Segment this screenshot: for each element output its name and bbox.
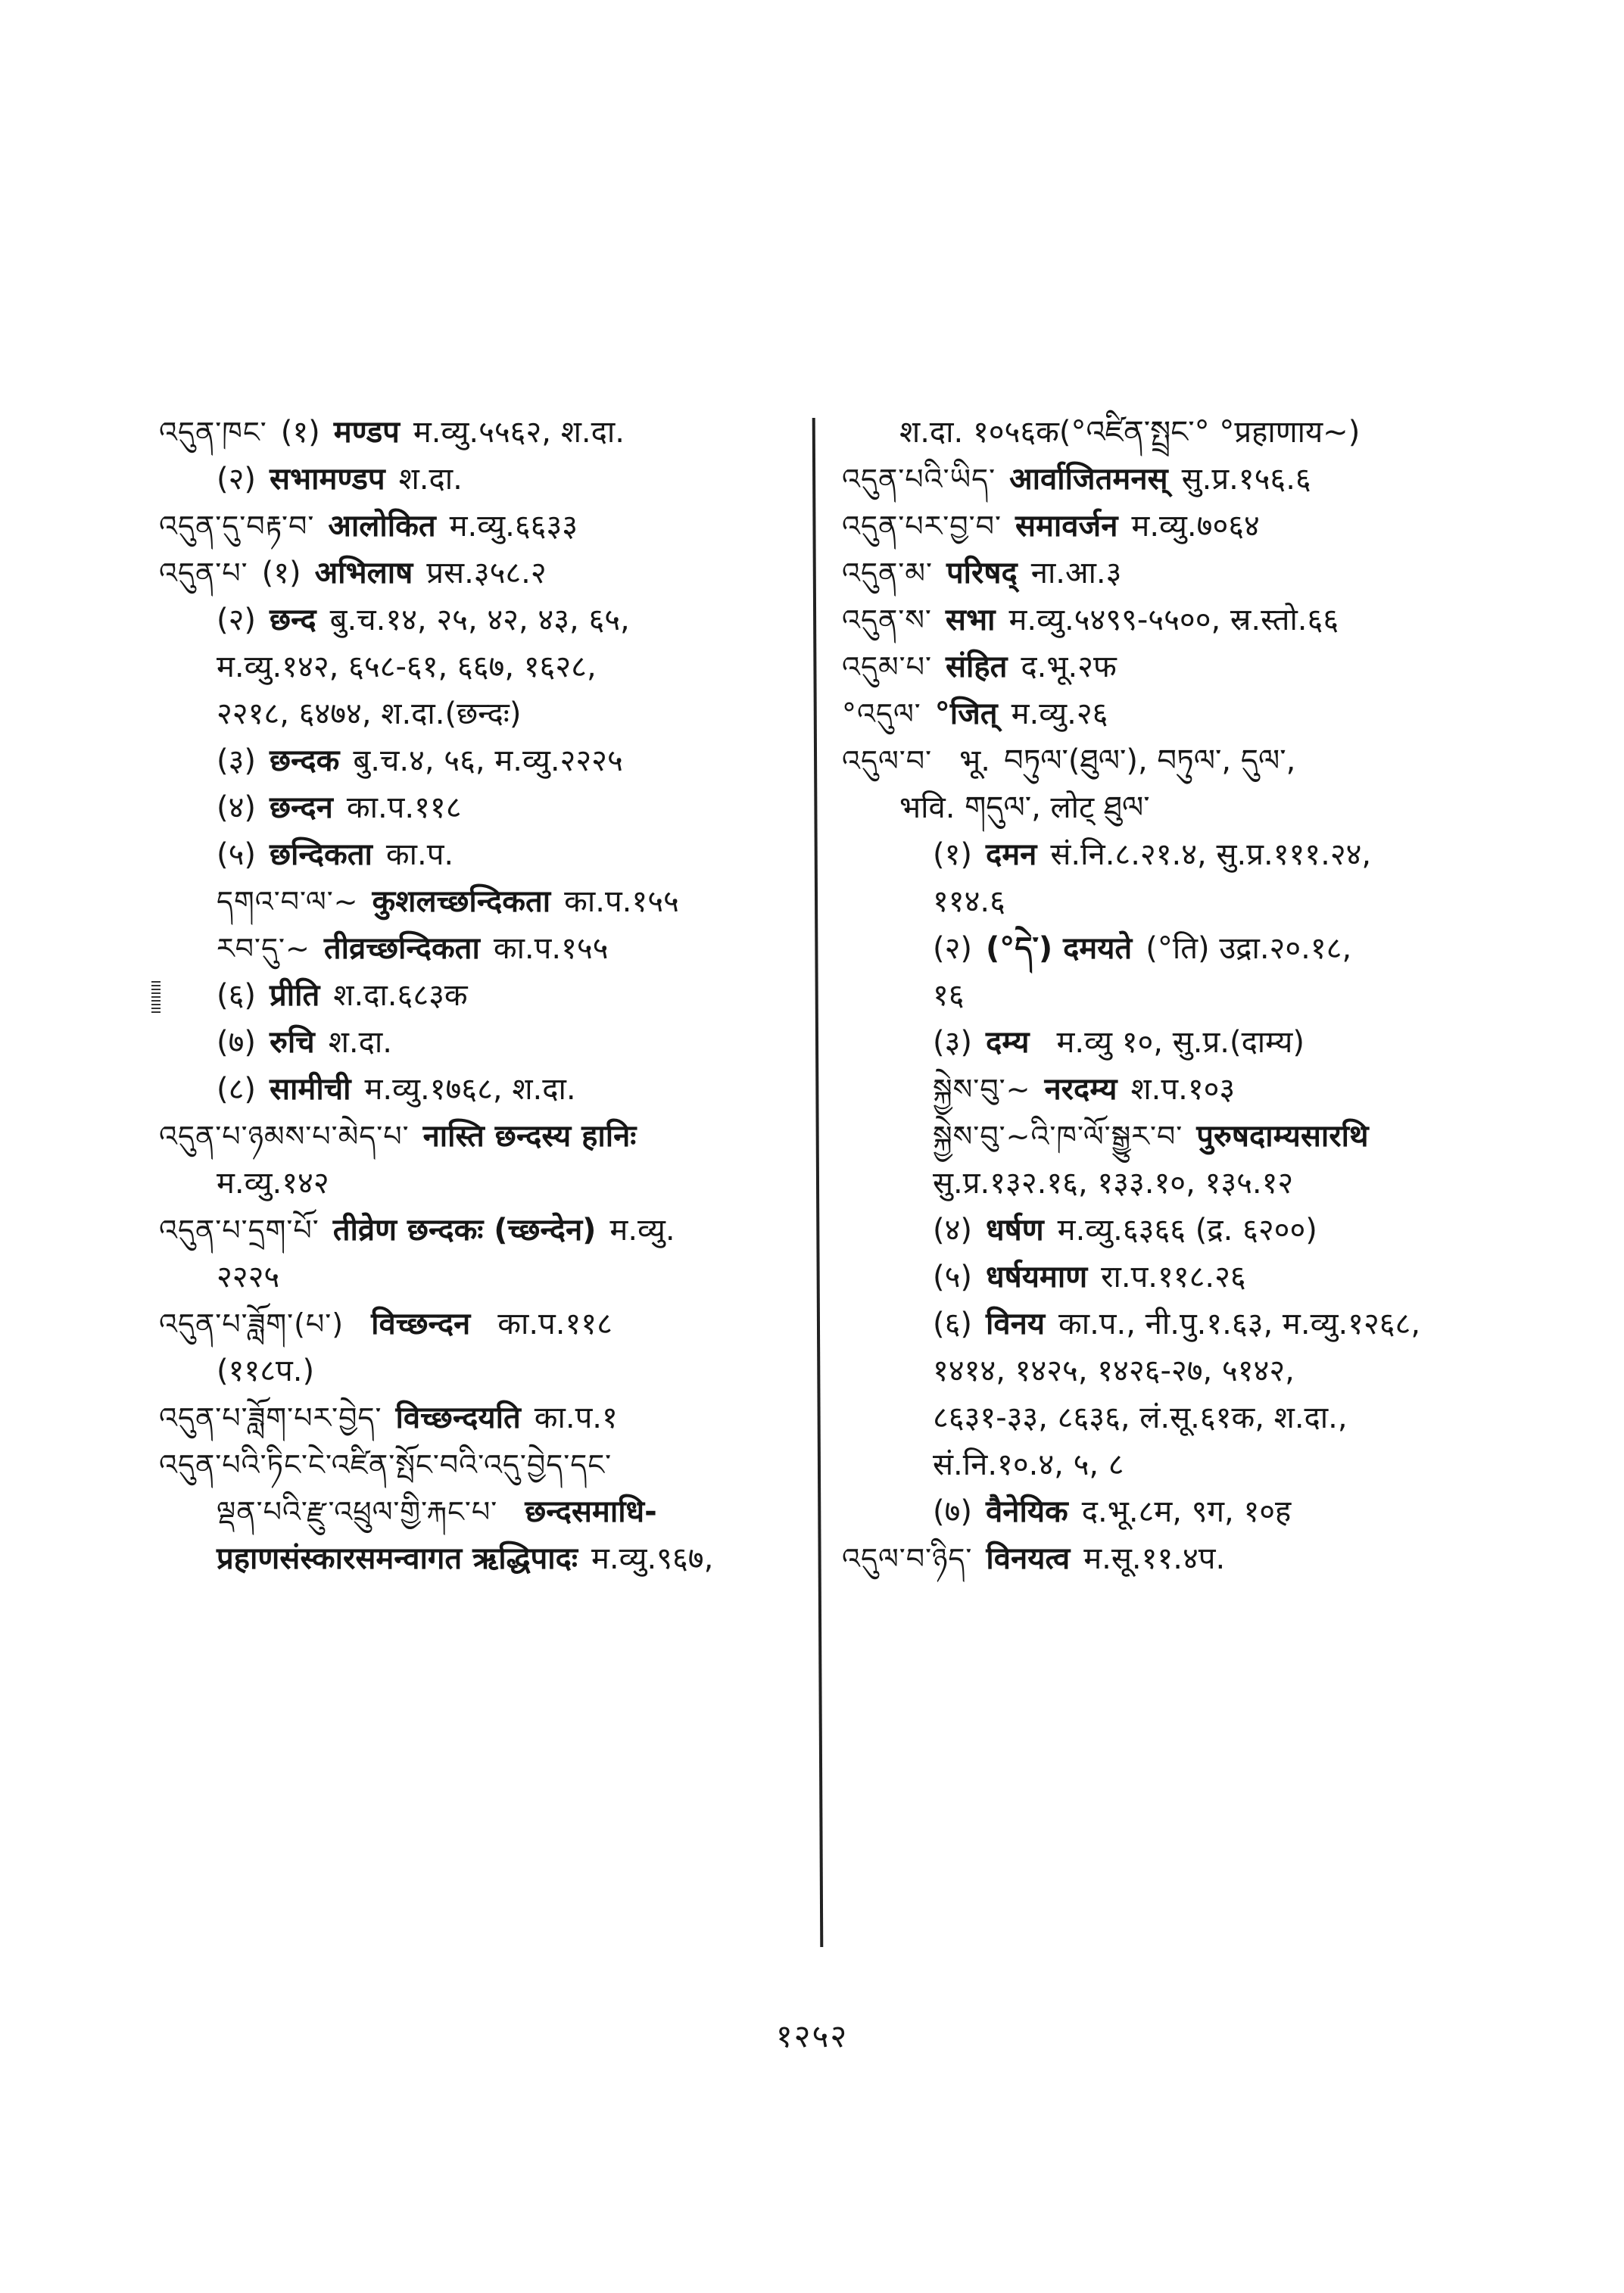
reference: श.दा. १०५६क(°འཛིན་སྤྲང་° °प्रहाणाय~) — [899, 415, 1361, 450]
tibetan-subentry: སྐྱེས་བུ་~ — [933, 1073, 1031, 1106]
sanskrit-equivalent: दम्य — [986, 1025, 1030, 1060]
sanskrit-equivalent: धर्षण — [986, 1213, 1044, 1248]
tibetan-subentry: སྐྱེས་བུ་~འི་ཁ་ལོ་སྒྱུར་བ་ — [933, 1120, 1183, 1153]
reference: २२२५ — [217, 1260, 280, 1294]
entry-line — [842, 925, 1478, 972]
entry-line — [159, 1066, 810, 1113]
continuation-line — [842, 409, 1478, 456]
sense-number: (३) — [933, 1025, 973, 1060]
entry-line — [159, 1019, 810, 1066]
entry-line — [159, 1301, 810, 1347]
tibetan-headword: འདུན་ཁང་ — [159, 416, 267, 449]
reference: का.प. — [385, 837, 454, 872]
tibetan-headword: འདུན་ས་ — [842, 603, 932, 637]
reference: का.प., नी.पु.१.६३, म.व्यु.१२६८, — [1058, 1307, 1421, 1341]
tibetan-headword: འདུན་པའི་ཏིང་ངེ་འཛིན་སྤོང་བའི་འདུ་བྱེད་དང་ — [159, 1448, 613, 1481]
tibetan-headword: °འདུལ་ — [842, 697, 921, 731]
entry-line — [159, 878, 810, 925]
reference: म.व्यु.७०६४ — [1131, 509, 1260, 544]
entry-line — [159, 972, 810, 1019]
reference: सं.नि.८.२१.४, सु.प्र.१११.२४, — [1050, 837, 1372, 872]
reference: (११८प.) — [217, 1354, 315, 1388]
reference: ८६३१-३३, ८६३६, लं.सू.६१क, श.दा., — [933, 1400, 1348, 1435]
entry-line — [842, 1019, 1478, 1066]
reference: १४१४, १४२५, १४२६-२७, ५१४२, — [933, 1354, 1295, 1388]
sanskrit-equivalent: विच्छन्दन — [371, 1307, 471, 1341]
entry-line — [842, 456, 1478, 503]
sanskrit-equivalent: अभिलाष — [314, 556, 413, 590]
sense-number: (१) — [933, 837, 973, 872]
sense-number: (५) — [933, 1260, 973, 1294]
tibetan-headword: འདུལ་བ་ཉིད་ — [842, 1542, 973, 1575]
tibetan-headword: འདུན་པའི་ཡིད་ — [842, 463, 996, 496]
sense-number: (७) — [933, 1494, 973, 1529]
entry-line — [159, 1394, 810, 1441]
entry-line — [842, 550, 1478, 597]
reference: म.व्यु.१७६८, श.दा. — [364, 1072, 576, 1107]
sense-number: (५) — [217, 837, 257, 872]
reference: का.प.१ — [534, 1400, 618, 1435]
sanskrit-equivalent: आलोकित — [328, 509, 436, 544]
entry-line — [842, 831, 1478, 878]
sanskrit-equivalent: छन्दिकता — [270, 837, 372, 872]
continuation-line — [842, 1441, 1478, 1488]
sanskrit-equivalent: संहित — [945, 650, 1008, 684]
sanskrit-equivalent: मण्डप — [333, 415, 400, 450]
verb-forms: བཏུལ་(ཐུལ་), བཏུལ་, དུལ་, — [1003, 743, 1296, 778]
continuation-line — [842, 972, 1478, 1019]
sense-number: (४) — [217, 790, 257, 825]
entry-line — [842, 597, 1478, 643]
sanskrit-equivalent: कुशलच्छन्दिकता — [372, 884, 551, 919]
reference: सु.प्र.१३२.१६, १३३.१०, १३५.१२ — [933, 1166, 1294, 1201]
reference: श.दा. — [398, 462, 463, 497]
entry-line — [159, 597, 810, 643]
sanskrit-equivalent: वैनेयिक — [986, 1494, 1068, 1529]
margin-mark — [151, 981, 161, 1014]
reference: बु.च.४, ५६, म.व्यु.२२२५ — [353, 743, 623, 778]
entry-line — [842, 1066, 1478, 1113]
entry-line — [159, 1441, 810, 1488]
tibetan-headword: འདུན་དུ་བརྟ་བ་ — [159, 509, 315, 543]
tibetan-headword: འདུལ་བ་ — [842, 744, 933, 777]
entry-line — [159, 409, 810, 456]
reference: का.प.११८ — [497, 1307, 613, 1341]
entry-line — [842, 1207, 1478, 1254]
reference: का.प.१५५ — [493, 931, 609, 966]
entry-line — [842, 1535, 1478, 1582]
sanskrit-equivalent: आर्वाजितमनस् — [1009, 462, 1168, 497]
reference: ना.आ.३ — [1030, 556, 1122, 590]
sanskrit-equivalent: (°དེ་) दमयते — [986, 931, 1133, 966]
tibetan-headword: འདུན་པ་ — [159, 556, 248, 590]
sanskrit-equivalent: विनयत्व — [986, 1541, 1071, 1576]
reference: म.व्यु.६३६६ (द्र. ६२००) — [1057, 1213, 1317, 1248]
sense-number: (२) — [933, 931, 973, 966]
sanskrit-equivalent: नरदम्य — [1044, 1072, 1117, 1107]
entry-line — [159, 503, 810, 550]
grammar-label: भू. — [959, 743, 990, 778]
entry-line — [159, 784, 810, 831]
tibetan-headword: འདུན་པ་ཟློག་པར་བྱེད་ — [159, 1401, 382, 1435]
sense-number: (१) — [280, 415, 320, 450]
continuation-line — [842, 1160, 1478, 1207]
reference: म.व्यु.९६७, — [591, 1541, 714, 1576]
reference: द.भू.२फ — [1021, 650, 1117, 684]
reference: का.प.१५५ — [564, 884, 679, 919]
entry-line — [842, 643, 1478, 690]
entry-line — [842, 737, 1478, 784]
reference: श.दा. — [328, 1025, 392, 1060]
reference: म.सू.११.४प. — [1083, 1541, 1226, 1576]
reference: १६ — [933, 978, 965, 1013]
tibetan-headword-continued: ལྡན་པའི་རྫུ་འཕྲུལ་གྱི་རྐང་པ་ — [217, 1495, 498, 1528]
sense-number: (२) — [217, 462, 257, 497]
sanskrit-equivalent: °जित् — [934, 696, 998, 731]
sense-number: (१) — [261, 556, 301, 590]
reference: सु.प्र.१५६.६ — [1181, 462, 1311, 497]
reference: म.व्यु. — [609, 1213, 675, 1248]
tibetan-headword: འདུན་པ་ཉམས་པ་མེད་པ་ — [159, 1120, 410, 1153]
sense-number: (३) — [217, 743, 257, 778]
entry-line — [159, 550, 810, 597]
sanskrit-equivalent: दमन — [986, 837, 1037, 872]
sanskrit-equivalent: विच्छन्दयति — [395, 1400, 521, 1435]
entry-line — [842, 1488, 1478, 1535]
reference: म.व्यु.१४२ — [217, 1166, 329, 1201]
reference: प्रस.३५८.२ — [426, 556, 547, 590]
continuation-line — [842, 1347, 1478, 1394]
reference: (°ति) उद्रा.२०.१८, — [1146, 931, 1352, 966]
continuation-line — [159, 690, 810, 737]
tibetan-subentry: རབ་དུ་~ — [217, 932, 310, 965]
column-divider — [812, 418, 824, 1947]
sanskrit-equivalent: विनय — [986, 1307, 1046, 1341]
sense-number: (४) — [933, 1213, 973, 1248]
right-column — [842, 409, 1478, 1582]
reference: रा.प.११८.२६ — [1101, 1260, 1246, 1294]
entry-line — [159, 737, 810, 784]
continuation-line — [842, 784, 1478, 831]
reference: म.व्यु.६६३३ — [449, 509, 578, 544]
sanskrit-equivalent: सभामण्डप — [270, 462, 385, 497]
tibetan-headword: འདུན་པ་ཟློག་(པ་) — [159, 1307, 344, 1341]
reference: बु.च.१४, २५, ४२, ४३, ६५, — [329, 603, 630, 637]
sanskrit-equivalent: परिषद् — [946, 556, 1018, 590]
sanskrit-equivalent: प्रीति — [270, 978, 320, 1013]
sanskrit-equivalent: सभा — [945, 603, 996, 637]
continuation-line — [159, 1535, 810, 1582]
entry-line — [842, 1301, 1478, 1347]
sense-number: (७) — [217, 1025, 257, 1060]
sanskrit-equivalent: तीव्रच्छन्दिकता — [323, 931, 480, 966]
continuation-line — [159, 1254, 810, 1301]
left-column — [159, 409, 810, 1582]
sense-number: (८) — [217, 1072, 257, 1107]
reference: श.प.१०३ — [1130, 1072, 1236, 1107]
entry-line — [159, 1113, 810, 1160]
reference: म.व्यु.५५६२, श.दा. — [413, 415, 625, 450]
entry-line — [842, 690, 1478, 737]
continuation-line — [842, 878, 1478, 925]
reference: सं.नि.१०.४, ५, ८ — [933, 1447, 1124, 1482]
continuation-line — [159, 1347, 810, 1394]
reference: म.व्यु १०, सु.प्र.(दाम्य) — [1056, 1025, 1304, 1060]
reference: म.व्यु.१४२, ६५८-६१, ६६७, १६२८, — [217, 650, 597, 684]
entry-line — [842, 1254, 1478, 1301]
tibetan-headword: འདུན་པར་བྱ་བ་ — [842, 509, 1002, 543]
sanskrit-equivalent: छन्द — [270, 603, 316, 637]
reference: ११४.६ — [933, 884, 1005, 919]
sanskrit-equivalent: छन्दक — [270, 743, 340, 778]
sanskrit-equivalent: तीव्रेण छन्दकः (च्छन्देन) — [332, 1213, 597, 1248]
tibetan-headword: འདུན་མ་ — [842, 556, 933, 590]
continuation-line — [842, 1394, 1478, 1441]
entry-line — [159, 1207, 810, 1254]
sanskrit-equivalent: नास्ति छन्दस्य हानिः — [422, 1119, 637, 1154]
sanskrit-equivalent: सामीची — [270, 1072, 351, 1107]
sense-number: (६) — [933, 1307, 973, 1341]
tibetan-headword: འདུམ་པ་ — [842, 650, 932, 684]
reference: द.भू.८म, ९ग, १०ह — [1081, 1494, 1292, 1529]
sanskrit-equivalent: छन्दसमाधि- — [525, 1494, 657, 1529]
reference: म.व्यु.२६ — [1011, 696, 1108, 731]
entry-line — [842, 1113, 1478, 1160]
continuation-line — [159, 643, 810, 690]
reference: म.व्यु.५४९९-५५००, स्र.स्तो.६६ — [1008, 603, 1339, 637]
entry-line — [159, 925, 810, 972]
tibetan-headword: འདུན་པ་དྲག་པོ་ — [159, 1213, 320, 1247]
tibetan-subentry: དགའ་བ་ལ་~ — [217, 885, 359, 918]
entry-line — [159, 831, 810, 878]
sanskrit-equivalent: समावर्जन — [1015, 509, 1118, 544]
sense-number: (२) — [217, 603, 257, 637]
verb-forms: भवि. གདུལ་, लोट् ཐུལ་ — [899, 790, 1150, 825]
reference: श.दा.६८३क — [333, 978, 468, 1013]
sanskrit-equivalent: पुरुषदाम्यसारथि — [1196, 1119, 1369, 1154]
continuation-line — [159, 1160, 810, 1207]
entry-line — [842, 503, 1478, 550]
sanskrit-equivalent: रुचि — [270, 1025, 315, 1060]
reference: का.प.११८ — [346, 790, 462, 825]
sanskrit-equivalent: छन्दन — [270, 790, 333, 825]
sanskrit-equivalent: प्रहाणसंस्कारसमन्वागत ऋद्धिपादः — [217, 1541, 578, 1576]
continuation-line — [159, 1488, 810, 1535]
entry-line — [159, 456, 810, 503]
sanskrit-equivalent: धर्षयमाण — [986, 1260, 1088, 1294]
sense-number: (६) — [217, 978, 257, 1013]
reference: २२१८, ६४७४, श.दा.(छन्दः) — [217, 696, 522, 731]
page-number: १२५२ — [775, 2017, 849, 2055]
